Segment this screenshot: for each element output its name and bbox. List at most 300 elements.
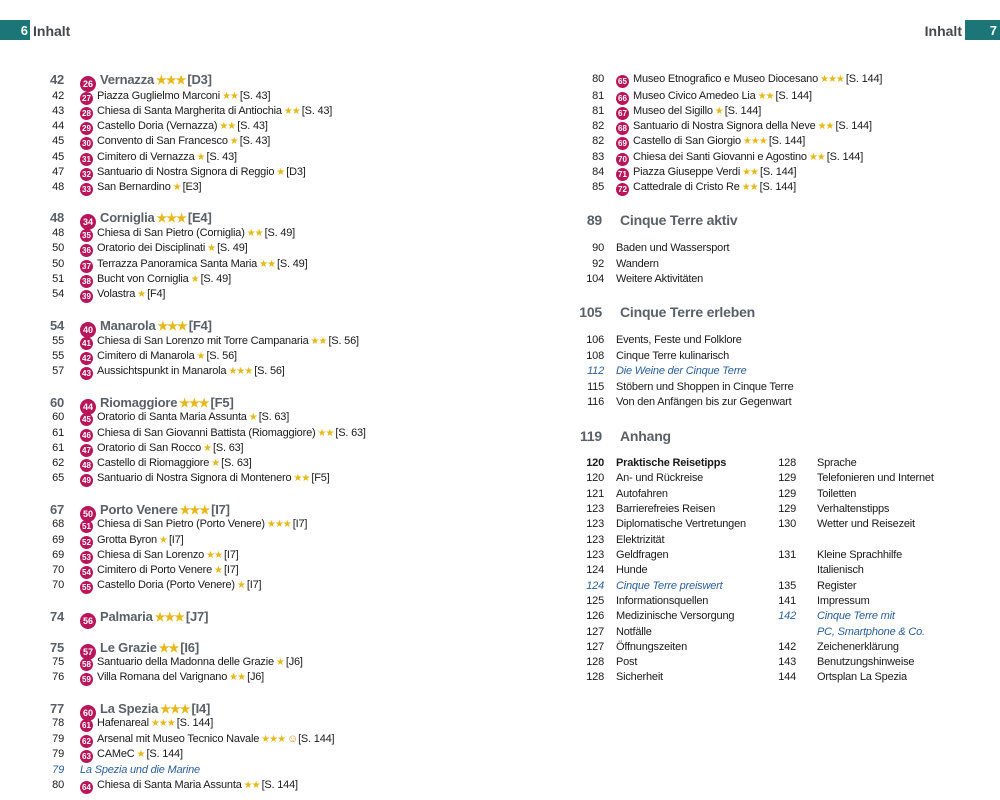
map-reference: [S. 43] [206, 151, 237, 163]
poi-number-badge: 54 [80, 566, 93, 579]
entry-title: La Spezia [100, 701, 159, 716]
toc-entry[interactable] [50, 747, 183, 762]
entry-title: Santuario di Nostra Signora di Montenero [97, 472, 292, 484]
page-number: 55 [52, 335, 64, 347]
entry-title: Porto Venere [100, 502, 178, 517]
page-number: 104 [586, 273, 604, 285]
rating-stars: ★★★ [179, 503, 210, 517]
rating-stars: ★★ [317, 428, 334, 439]
entry-title: Autofahren [616, 488, 668, 500]
toc-entry[interactable] [50, 456, 252, 471]
toc-entry[interactable] [50, 257, 307, 272]
toc-entry[interactable] [570, 456, 726, 471]
entry-title: Baden und Wassersport [616, 242, 730, 254]
toc-entry[interactable] [50, 410, 289, 425]
poi-number-badge: 44 [80, 399, 96, 415]
entry-title: Barrierefreies Reisen [616, 503, 716, 515]
map-reference: [D3] [286, 166, 306, 178]
rating-stars: ★ [136, 749, 145, 760]
map-reference: [S. 49] [200, 273, 231, 285]
toc-entry[interactable] [50, 134, 270, 149]
page-number: 48 [52, 181, 64, 193]
page-number: 84 [592, 166, 604, 178]
place-heading[interactable] [50, 609, 208, 624]
toc-entry[interactable] [50, 364, 285, 379]
poi-number-badge: 29 [80, 122, 93, 135]
map-reference: [F5] [210, 395, 234, 410]
page-number: 77 [50, 701, 65, 716]
map-reference: [S. 43] [239, 135, 271, 147]
toc-entry[interactable] [570, 364, 747, 379]
map-reference: [I7] [211, 502, 230, 517]
entry-title: Castello Doria (Vernazza) [97, 120, 218, 132]
place-heading[interactable] [50, 640, 199, 655]
toc-entry[interactable] [50, 165, 306, 180]
map-reference: [S. 49] [277, 258, 308, 270]
poi-number-badge: 28 [80, 107, 93, 120]
poi-number-badge: 37 [80, 260, 93, 273]
entry-title: Oratorio di Santa Maria Assunta [97, 411, 247, 423]
entry-title: Chiesa di San Lorenzo mit Torre Campanaria [97, 335, 309, 347]
toc-entry[interactable] [50, 89, 270, 104]
section-heading[interactable] [556, 426, 671, 446]
page-number: 57 [52, 365, 64, 377]
page-number: 135 [778, 580, 796, 592]
toc-entry[interactable] [50, 778, 298, 793]
entry-title: Kleine Sprachhilfe [817, 549, 903, 561]
poi-number-badge: 65 [616, 75, 629, 88]
entry-title: Vernazza [100, 72, 155, 87]
page-number: 47 [52, 166, 64, 178]
page-number: 81 [592, 105, 604, 117]
toc-entry[interactable] [570, 272, 703, 287]
map-reference: [S. 43] [239, 90, 271, 102]
entry-title: Wandern [616, 258, 659, 270]
page-number: 130 [778, 518, 796, 530]
toc-entry[interactable] [570, 640, 687, 655]
poi-number-badge: 31 [80, 153, 93, 166]
toc-entry[interactable] [570, 119, 872, 134]
entry-title: Wetter und Reisezeit [817, 518, 915, 530]
poi-number-badge: 51 [80, 520, 93, 533]
toc-entry[interactable] [770, 594, 870, 609]
entry-title: Sprache [817, 457, 857, 469]
rating-stars: ★★ [742, 167, 759, 178]
left-page-number: 6 [0, 20, 30, 40]
entry-title: Verhaltenstipps [817, 503, 890, 515]
map-reference: [S. 144] [176, 717, 214, 729]
toc-entry[interactable] [570, 609, 734, 624]
entry-title: Informationsquellen [616, 595, 709, 607]
poi-number-badge: 46 [80, 429, 93, 442]
rating-stars: ★★ [757, 91, 774, 102]
rating-stars: ★ [248, 412, 257, 423]
map-reference: [S. 144] [759, 181, 796, 193]
entry-title: Grotta Byron [97, 534, 157, 546]
rating-stars: ★ [236, 580, 245, 591]
toc-entry[interactable] [50, 471, 330, 486]
entry-title: Register [817, 580, 857, 592]
toc-entry[interactable] [570, 594, 708, 609]
map-reference: [J6] [285, 656, 303, 668]
toc-entry[interactable] [570, 104, 761, 119]
rating-stars: ★★★ [156, 211, 186, 225]
rating-stars: ★★ [293, 473, 310, 484]
page-number: 70 [52, 564, 64, 576]
page-number: 82 [592, 120, 604, 132]
page-number: 79 [52, 764, 64, 776]
toc-entry[interactable] [50, 670, 264, 685]
toc-entry[interactable] [570, 333, 742, 348]
poi-number-badge: 68 [616, 122, 629, 135]
toc-entry[interactable] [570, 625, 652, 640]
entry-title: Bucht von Corniglia [97, 273, 189, 285]
left-header-title: Inhalt [33, 23, 71, 39]
entry-title: Arsenal mit Museo Tecnico Navale [97, 733, 260, 745]
entry-title: Convento di San Francesco [97, 135, 228, 147]
place-heading[interactable] [50, 395, 234, 410]
toc-entry[interactable] [50, 226, 295, 241]
map-reference: [S. 49] [264, 227, 296, 239]
toc-entry[interactable] [50, 104, 332, 119]
entry-title: Chiesa di Santa Margherita di Antiochia [97, 105, 282, 117]
entry-title: Elektrizität [616, 534, 665, 546]
toc-entry[interactable] [50, 578, 261, 593]
rating-stars: ★ [714, 106, 723, 117]
toc-entry[interactable] [770, 487, 856, 502]
right-page-header [920, 20, 1000, 40]
rating-stars: ★★★ [157, 319, 187, 333]
page-number: 80 [52, 779, 64, 791]
poi-number-badge: 70 [616, 153, 629, 166]
map-reference: [S. 43] [301, 105, 333, 117]
entry-title: Le Grazie [100, 640, 157, 655]
entry-title: Hunde [616, 564, 648, 576]
toc-entry[interactable] [570, 533, 664, 548]
entry-title: Impressum [817, 595, 870, 607]
page-number: 68 [52, 518, 64, 530]
toc-entry[interactable] [570, 134, 805, 149]
rating-stars: ★ [214, 565, 223, 576]
page-number: 50 [52, 258, 64, 270]
place-heading[interactable] [50, 318, 212, 333]
page-number: 54 [52, 288, 64, 300]
rating-stars: ★ [137, 289, 146, 300]
toc-entry[interactable] [50, 272, 231, 287]
rating-stars: ★ [207, 243, 216, 254]
toc-entry[interactable] [770, 563, 864, 578]
section-heading[interactable] [556, 302, 755, 322]
place-heading[interactable] [50, 210, 212, 225]
toc-entry[interactable] [50, 563, 239, 578]
entry-title: Anhang [620, 428, 671, 444]
rating-stars: ★★★ [228, 366, 253, 377]
toc-entry[interactable] [570, 180, 796, 195]
page-number: 74 [50, 609, 65, 624]
toc-entry[interactable] [770, 548, 902, 563]
toc-entry[interactable] [570, 563, 647, 578]
map-reference: [E4] [187, 210, 212, 225]
toc-entry[interactable] [50, 533, 183, 548]
toc-entry[interactable] [570, 655, 637, 670]
poi-number-badge: 35 [80, 229, 93, 242]
entry-title: Volastra [97, 288, 136, 300]
poi-number-badge: 42 [80, 352, 93, 365]
poi-number-badge: 27 [80, 92, 93, 105]
toc-entry[interactable] [570, 502, 715, 517]
place-heading[interactable] [50, 701, 210, 716]
toc-entry[interactable] [570, 548, 668, 563]
toc-entry[interactable] [770, 625, 925, 640]
poi-number-badge: 55 [80, 581, 93, 594]
entry-title: Piazza Giuseppe Verdi [633, 166, 741, 178]
poi-number-badge: 38 [80, 275, 93, 288]
section-heading[interactable] [556, 210, 738, 230]
toc-entry[interactable] [570, 89, 812, 104]
rating-stars: ★★★ [154, 610, 184, 624]
page-number: 129 [778, 488, 796, 500]
entry-title: Hafenareal [97, 717, 149, 729]
page-number: 143 [778, 656, 796, 668]
toc-entry[interactable] [770, 609, 895, 624]
toc-entry[interactable] [570, 670, 663, 685]
map-reference: [S. 144] [298, 733, 335, 745]
entry-title: Cimitero di Manarola [97, 350, 195, 362]
page-number: 90 [592, 242, 604, 254]
page-number: 112 [587, 365, 604, 377]
poi-number-badge: 64 [80, 781, 93, 794]
page-number: 69 [52, 534, 64, 546]
entry-title: Castello di Riomaggiore [97, 457, 210, 469]
map-reference: [S. 43] [237, 120, 268, 132]
left-page-header [0, 20, 80, 40]
toc-entry[interactable] [570, 257, 659, 272]
entry-title: Museo Etnografico e Museo Diocesano [633, 73, 818, 85]
toc-entry[interactable] [570, 241, 729, 256]
page-number: 70 [52, 579, 64, 591]
toc-entry[interactable] [50, 441, 243, 456]
page-number: 51 [52, 273, 64, 285]
poi-number-badge: 59 [80, 673, 93, 686]
poi-number-badge: 32 [80, 168, 93, 181]
map-reference: [S. 49] [217, 242, 248, 254]
entry-title: Telefonieren und Internet [817, 472, 934, 484]
toc-entry[interactable] [770, 579, 856, 594]
poi-number-badge: 40 [80, 322, 96, 338]
entry-title: Diplomatische Vertretungen [616, 518, 746, 530]
page-number: 48 [50, 210, 65, 225]
page-number: 65 [52, 472, 64, 484]
page-number: 142 [778, 641, 796, 653]
map-reference: [S. 63] [221, 457, 252, 469]
page-number: 60 [52, 411, 64, 423]
entry-title: Italienisch [817, 564, 864, 576]
page-number: 80 [592, 73, 604, 85]
entry-title: Chiesa di Santa Maria Assunta [97, 779, 242, 791]
toc-entry[interactable] [50, 548, 239, 563]
entry-title: Chiesa di San Pietro (Porto Venere) [97, 518, 265, 530]
map-reference: [I7] [224, 549, 239, 561]
toc-entry[interactable] [570, 165, 796, 180]
toc-entry[interactable] [770, 471, 934, 486]
toc-entry[interactable] [50, 180, 201, 195]
poi-number-badge: 33 [80, 183, 93, 196]
entry-title: Corniglia [100, 210, 155, 225]
page-number: 62 [52, 457, 64, 469]
page-number: 54 [50, 318, 65, 333]
toc-entry[interactable] [50, 119, 268, 134]
toc-entry[interactable] [570, 487, 668, 502]
toc-entry[interactable] [570, 471, 703, 486]
rating-stars: ★★ [310, 336, 327, 347]
page-number: 75 [52, 656, 64, 668]
entry-title: Benutzungshinweise [817, 656, 915, 668]
map-reference: [E3] [182, 181, 202, 193]
place-heading[interactable] [50, 502, 230, 517]
entry-title: Santuario di Nostra Signora della Neve [633, 120, 816, 132]
toc-entry[interactable] [50, 517, 307, 532]
poi-number-badge: 60 [80, 705, 96, 721]
entry-title: Terrazza Panoramica Santa Maria [97, 258, 258, 270]
rating-stars: ★ [196, 351, 205, 362]
entry-title: An- und Rückreise [616, 472, 704, 484]
rating-stars: ★★★ [150, 718, 175, 729]
page-number: 42 [52, 90, 64, 102]
poi-number-badge: 30 [80, 137, 93, 150]
map-reference: [S. 63] [213, 442, 244, 454]
toc-entry[interactable] [50, 241, 247, 256]
toc-entry[interactable] [50, 763, 200, 778]
page-number: 123 [586, 549, 604, 561]
poi-number-badge: 52 [80, 536, 93, 549]
toc-entry[interactable] [570, 349, 729, 364]
rating-stars: ★ [196, 152, 205, 163]
entry-title: Weitere Aktivitäten [616, 273, 704, 285]
page-number: 128 [586, 656, 604, 668]
toc-entry[interactable] [570, 395, 791, 410]
entry-title: Notfälle [616, 626, 652, 638]
page-number: 69 [52, 549, 64, 561]
entry-title: Manarola [100, 318, 156, 333]
page-number: 123 [586, 503, 604, 515]
poi-number-badge: 56 [80, 613, 96, 629]
page-number: 89 [586, 212, 602, 228]
toc-entry[interactable] [570, 150, 863, 165]
map-reference: [S. 144] [760, 166, 797, 178]
page-number: 82 [592, 135, 604, 147]
page-number: 123 [586, 534, 604, 546]
poi-number-badge: 63 [80, 750, 93, 763]
page-number: 78 [52, 717, 64, 729]
page-number: 120 [586, 457, 604, 469]
page-number: 92 [592, 258, 604, 270]
rating-stars: ★ [172, 182, 181, 193]
page-number: 60 [50, 395, 65, 410]
toc-entry[interactable] [770, 655, 914, 670]
entry-title: Cinque Terre kulinarisch [616, 350, 729, 362]
rating-stars: ★ [275, 657, 284, 668]
right-header-title: Inhalt [924, 23, 962, 39]
rating-stars: ★★ [229, 672, 246, 683]
toc-entry[interactable] [50, 349, 237, 364]
map-reference: [S. 63] [335, 427, 366, 439]
entry-title: Zeichenerklärung [817, 641, 899, 653]
page-number: 48 [52, 227, 64, 239]
toc-entry[interactable] [50, 732, 334, 747]
page-number: 124 [586, 564, 604, 576]
page-number: 55 [52, 350, 64, 362]
kid-friendly-icon: ☺ [287, 733, 299, 745]
entry-title: Aussichtspunkt in Manarola [97, 365, 227, 377]
map-reference: [S. 56] [206, 350, 237, 362]
map-reference: [S. 144] [835, 120, 872, 132]
rating-stars: ★★ [741, 182, 758, 193]
page-number: 79 [52, 748, 64, 760]
toc-entry[interactable] [770, 640, 899, 655]
page-number: 142 [778, 610, 796, 622]
toc-entry[interactable] [770, 502, 889, 517]
entry-title: Chiesa di San Lorenzo [97, 549, 205, 561]
map-reference: [S. 144] [826, 151, 864, 163]
map-reference: [I7] [168, 534, 184, 546]
map-reference: [S. 144] [724, 105, 762, 117]
toc-entry[interactable] [770, 517, 915, 532]
toc-entry[interactable] [770, 456, 857, 471]
rating-stars: ★ [276, 167, 285, 178]
page-number: 128 [778, 457, 796, 469]
map-reference: [S. 144] [775, 90, 812, 102]
rating-stars: ★★★ [261, 734, 286, 745]
toc-entry[interactable] [570, 579, 722, 594]
right-page-number: 7 [965, 20, 1000, 40]
page-number: 115 [587, 381, 604, 393]
toc-entry[interactable] [50, 716, 213, 731]
toc-entry[interactable] [570, 517, 746, 532]
entry-title: Castello di San Giorgio [633, 135, 741, 147]
rating-stars: ★★★ [179, 396, 209, 410]
rating-stars: ★★★ [156, 73, 186, 87]
poi-number-badge: 36 [80, 244, 93, 257]
poi-number-badge: 45 [80, 413, 93, 426]
map-reference: [J6] [247, 671, 265, 683]
map-reference: [S. 144] [845, 73, 883, 85]
toc-entry[interactable] [570, 380, 794, 395]
rating-stars: ★★ [808, 152, 825, 163]
poi-number-badge: 61 [80, 719, 93, 732]
toc-entry[interactable] [50, 334, 359, 349]
poi-number-badge: 66 [616, 92, 629, 105]
toc-entry[interactable] [50, 150, 237, 165]
place-heading[interactable] [50, 72, 212, 87]
poi-number-badge: 49 [80, 474, 93, 487]
rating-stars: ★★ [283, 106, 300, 117]
toc-entry[interactable] [50, 287, 165, 302]
toc-entry[interactable] [570, 72, 882, 87]
page-number: 124 [586, 580, 604, 592]
entry-title: Castello Doria (Porto Venere) [97, 579, 235, 591]
toc-entry[interactable] [50, 426, 366, 441]
entry-title: Riomaggiore [100, 395, 178, 410]
page-number: 61 [52, 427, 64, 439]
page-number: 144 [778, 671, 796, 683]
entry-title: Sicherheit [616, 671, 663, 683]
map-reference: [S. 63] [258, 411, 290, 423]
toc-entry[interactable] [50, 655, 303, 670]
entry-title: La Spezia und die Marine [80, 764, 200, 776]
entry-title: San Bernardino [97, 181, 171, 193]
map-reference: [F5] [311, 472, 330, 484]
toc-entry[interactable] [770, 670, 907, 685]
